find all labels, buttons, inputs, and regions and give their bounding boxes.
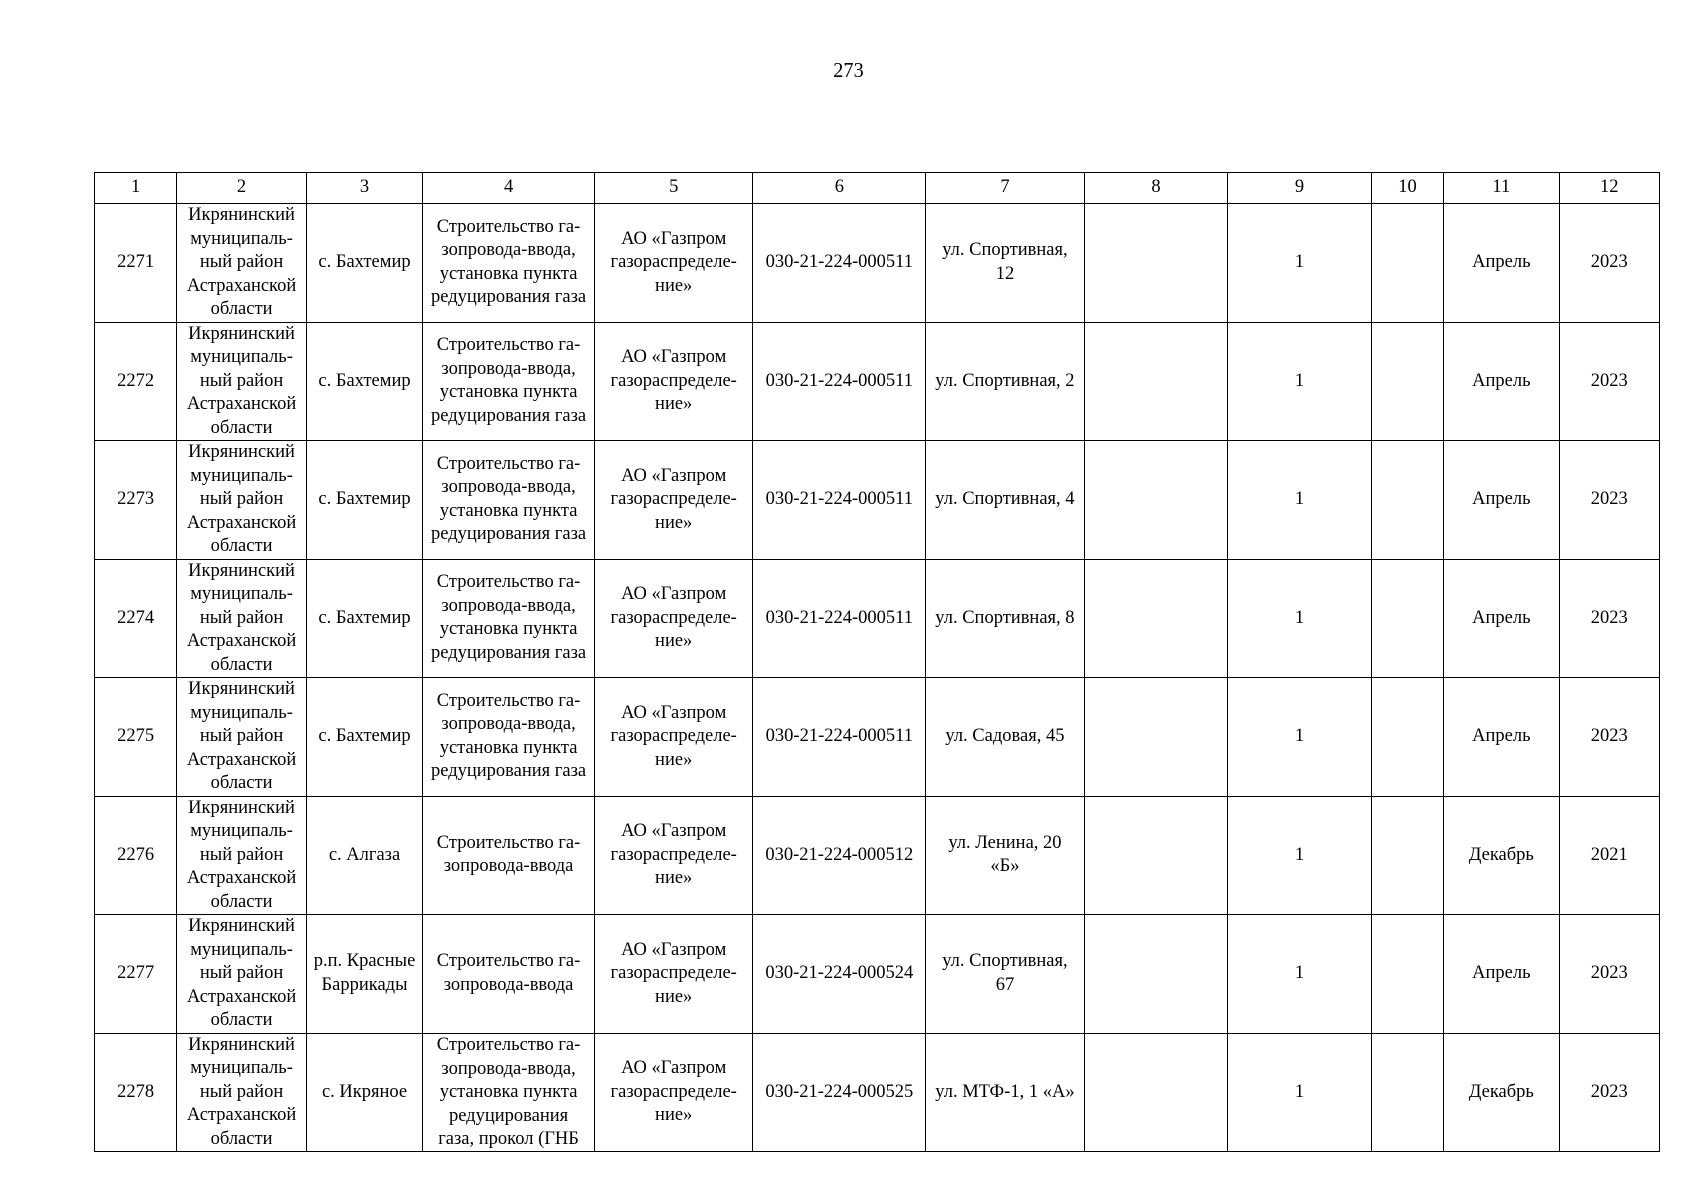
cell-text: 2023 [1590,963,1628,983]
table-cell [1228,915,1372,1034]
column-header: 8 [1084,173,1228,204]
table-cell [594,204,753,323]
table-cell [753,915,926,1034]
table-cell [1228,1033,1372,1152]
cell-text: АО «Газпром газораспределе- ние» [610,1058,737,1125]
cell-text: ул. МТФ-1, 1 «А» [935,1081,1075,1102]
cell-text: Строительство га- зопровода-ввода, установка пункта редуцирования газа [430,572,587,663]
table-cell [423,441,595,560]
table-cell [177,441,306,560]
table-cell [753,678,926,797]
table-cell [95,796,177,915]
page-number: 273 [833,58,864,82]
table-cell [1228,441,1372,560]
table-header [95,173,1660,204]
cell-text: АО «Газпром газораспределе- ние» [610,939,737,1007]
cell-text: ул. Спортивная, 2 [935,370,1075,391]
table-cell [306,915,422,1034]
cell-text: Икрянинский муниципаль- ный район Астраханской области [186,323,297,438]
cell-text: ул. Садовая, 45 [945,726,1065,746]
cell-text: Строительство га- зопровода-ввода, установка пункта редуцирования газа, прокол (ГНБ [436,1035,581,1150]
cell-text: с. Бахтемир [318,726,411,746]
cell-text: Икрянинский муниципаль- ный район Астраханской области [186,205,297,319]
cell-text: 030-21-224-000511 [765,370,913,391]
cell-text: Апрель [1472,370,1531,391]
table-cell [1084,441,1228,560]
column-header: 5 [594,173,753,204]
table-cell [1371,915,1443,1034]
cell-text: р.п. Красные Баррикады [313,951,416,995]
cell-text: Апрель [1472,252,1531,272]
table-cell [1371,1033,1443,1152]
table-cell [1559,1033,1659,1152]
cell-text: 2023 [1590,607,1628,628]
column-header: 11 [1444,173,1559,204]
cell-text: 2023 [1590,726,1628,746]
cell-text: 2023 [1590,489,1628,509]
table-cell [753,322,926,441]
table-cell [1228,204,1372,323]
table-cell [926,796,1085,915]
table-cell [423,204,595,323]
cell-text: 2023 [1590,370,1628,391]
table-cell [95,678,177,797]
table-cell [306,204,422,323]
column-header: 6 [753,173,926,204]
cell-text: 1 [1294,963,1305,983]
table-cell [95,441,177,560]
table-cell [1559,796,1659,915]
cell-text: Икрянинский муниципаль- ный район Астраханской области [186,679,297,793]
cell-text: 2023 [1590,252,1628,272]
cell-text: Строительство га- зопровода-ввода, установка пункта редуцирования газа [430,453,587,545]
table-row [95,796,1660,915]
cell-text: ул. Спортивная, 12 [942,240,1068,284]
table-cell [306,1033,422,1152]
table-cell [177,796,306,915]
cell-text: АО «Газпром газораспределе- ние» [610,228,737,296]
table-cell [926,322,1085,441]
table-cell [1559,204,1659,323]
cell-text: 2277 [117,963,155,983]
table-cell [926,678,1085,797]
table-cell [423,796,595,915]
cell-text: 2021 [1590,844,1628,865]
table-cell [926,915,1085,1034]
cell-text: 2275 [117,726,155,746]
column-header: 7 [926,173,1085,204]
table-cell [594,796,753,915]
table-cell [306,559,422,678]
table-cell [1559,441,1659,560]
table-cell [753,559,926,678]
table-cell [753,796,926,915]
cell-text: Декабрь [1468,844,1534,865]
table-cell [1371,796,1443,915]
cell-text: 1 [1294,726,1305,746]
column-header: 1 [95,173,177,204]
table-cell [1371,678,1443,797]
cell-text: Икрянинский муниципаль- ный район Астраханской области [186,797,297,912]
table-cell [95,559,177,678]
cell-text: Апрель [1472,963,1531,983]
header-row [95,173,1660,204]
cell-text: АО «Газпром газораспределе- ние» [610,347,737,414]
cell-text: АО «Газпром газораспределе- ние» [610,584,737,651]
table-cell [423,1033,595,1152]
data-table [94,172,1660,1152]
table-cell [1371,204,1443,323]
table-cell [423,559,595,678]
cell-text: 1 [1294,489,1305,509]
cell-text: 2271 [117,252,155,272]
table-cell [1444,915,1559,1034]
table-cell [177,559,306,678]
table-cell [177,915,306,1034]
table-cell [1084,1033,1228,1152]
table-cell [1371,322,1443,441]
cell-text: 1 [1294,370,1305,391]
cell-text: с. Бахтемир [318,607,411,628]
table-cell [1559,559,1659,678]
table-cell [1228,322,1372,441]
table-row [95,322,1660,441]
table-cell [1228,678,1372,797]
table-cell [753,1033,926,1152]
table-cell [177,204,306,323]
table-cell [1228,796,1372,915]
cell-text: ул. Ленина, 20 «Б» [948,832,1062,877]
cell-text: Декабрь [1468,1081,1534,1102]
table-cell [306,678,422,797]
table-cell [423,915,595,1034]
table-cell [177,678,306,797]
cell-text: с. Бахтемир [318,489,411,509]
table-cell [594,678,753,797]
cell-text: 030-21-224-000512 [765,844,914,865]
table-cell [594,322,753,441]
table-cell [1444,441,1559,560]
table-row [95,204,1660,323]
table-cell [594,915,753,1034]
table-cell [1371,559,1443,678]
table-cell [1084,204,1228,323]
table-cell [1444,678,1559,797]
cell-text: ул. Спортивная, 4 [935,489,1075,509]
table-cell [926,559,1085,678]
cell-text: АО «Газпром газораспределе- ние» [610,702,737,770]
table-cell [95,1033,177,1152]
column-header: 2 [177,173,306,204]
cell-text: Строительство га- зопровода-ввода, установка пункта редуцирования газа [430,690,587,782]
table-cell [1084,915,1228,1034]
cell-text: Строительство га- зопровода-ввода, установка пункта редуцирования газа [430,335,587,426]
cell-text: ул. Спортивная, 67 [942,951,1068,995]
cell-text: с. Бахтемир [318,370,411,391]
table-cell [594,1033,753,1152]
table-cell [306,796,422,915]
table-cell [423,322,595,441]
cell-text: 1 [1294,607,1305,628]
table-cell [95,322,177,441]
cell-text: ул. Спортивная, 8 [935,607,1075,628]
table-cell [1444,322,1559,441]
cell-text: 030-21-224-000511 [765,252,913,272]
cell-text: 1 [1294,1081,1305,1102]
cell-text: Строительство га- зопровода-ввода [436,832,581,877]
cell-text: 2276 [117,844,155,865]
table-cell [594,441,753,560]
table-cell [926,1033,1085,1152]
cell-text: Строительство га- зопровода-ввода, установка пункта редуцирования газа [430,216,587,308]
cell-text: АО «Газпром газораспределе- ние» [610,821,737,888]
table-cell [177,1033,306,1152]
column-header: 12 [1559,173,1659,204]
cell-text: 2272 [117,370,155,391]
table-cell [95,204,177,323]
cell-text: Апрель [1472,607,1531,628]
column-header: 9 [1228,173,1372,204]
table-body [95,204,1660,1152]
cell-text: АО «Газпром газораспределе- ние» [610,465,737,533]
table-cell [1371,441,1443,560]
table-cell [1084,322,1228,441]
table-row [95,559,1660,678]
cell-text: Икрянинский муниципаль- ный район Астраханской области [186,560,297,675]
cell-text: 1 [1294,844,1305,865]
cell-text: Икрянинский муниципаль- ный район Астраханской области [186,916,297,1030]
cell-text: 030-21-224-000511 [765,489,913,509]
table-cell [95,915,177,1034]
table-cell [594,559,753,678]
table-cell [926,441,1085,560]
table-cell [1084,559,1228,678]
table-cell [423,678,595,797]
cell-text: Апрель [1472,489,1531,509]
column-header: 3 [306,173,422,204]
cell-text: с. Икряное [321,1081,408,1102]
cell-text: 030-21-224-000525 [765,1081,914,1102]
table-cell [1444,796,1559,915]
table-row [95,915,1660,1034]
cell-text: 2023 [1590,1081,1628,1102]
table-cell [306,322,422,441]
table-cell [926,204,1085,323]
column-header: 10 [1371,173,1443,204]
table-cell [306,441,422,560]
cell-text: Строительство га- зопровода-ввода [436,951,581,995]
table-row [95,1033,1660,1152]
table-row [95,441,1660,560]
cell-text: 030-21-224-000511 [765,607,913,628]
cell-text: 030-21-224-000524 [765,963,914,983]
table-cell [1444,559,1559,678]
cell-text: 2274 [117,607,155,628]
table-cell [1559,322,1659,441]
table-cell [177,322,306,441]
cell-text: Икрянинский муниципаль- ный район Астраханской области [186,1034,297,1149]
column-header: 4 [423,173,595,204]
cell-text: 2273 [117,489,155,509]
cell-text: с. Алгаза [328,844,401,865]
table-cell [1444,204,1559,323]
cell-text: Апрель [1472,726,1531,746]
table-cell [1559,915,1659,1034]
table-cell [1559,678,1659,797]
table-cell [1084,796,1228,915]
cell-text: Икрянинский муниципаль- ный район Астраханской области [186,442,297,556]
table-cell [1444,1033,1559,1152]
cell-text: 2278 [117,1081,155,1102]
cell-text: 030-21-224-000511 [765,726,913,746]
table-cell [1228,559,1372,678]
cell-text: 1 [1294,252,1305,272]
table-row [95,678,1660,797]
table-cell [753,441,926,560]
cell-text: с. Бахтемир [318,252,411,272]
table-cell [1084,678,1228,797]
table-cell [753,204,926,323]
